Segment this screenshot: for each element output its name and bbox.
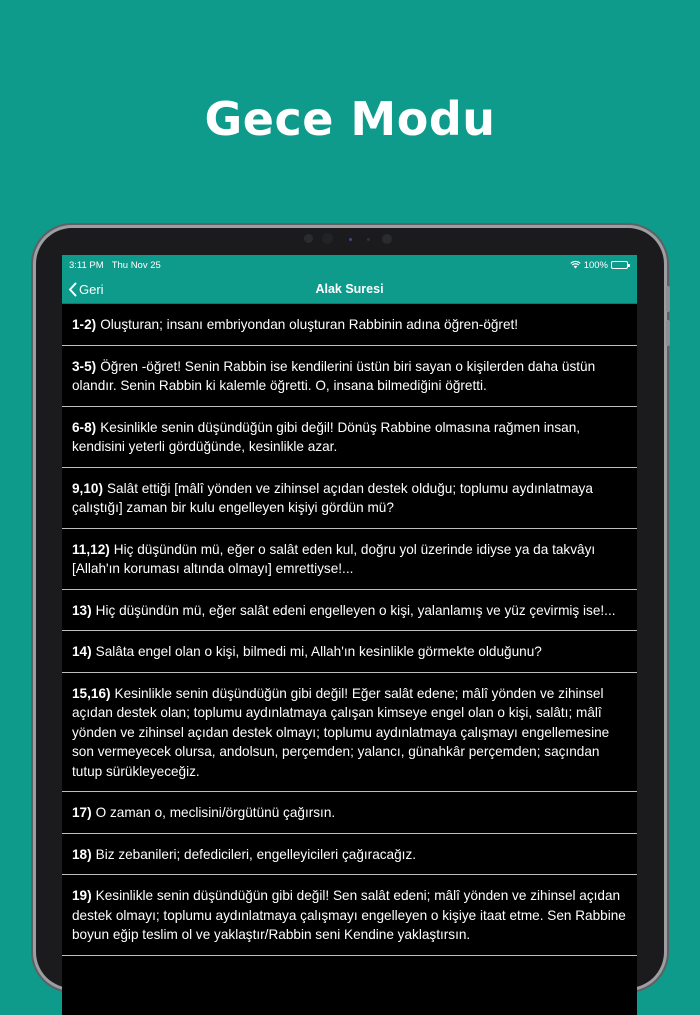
verse-list[interactable] [62, 304, 637, 956]
verse-text: Hiç düşündün mü, eğer salât edeni engelleyen o kişi, yalanlamış ve yüz çevirmiş ise!... [95, 602, 616, 618]
list-item[interactable] [62, 590, 637, 632]
verse-text: Kesinlikle senin düşündüğün gibi değil! Eğer salât edene; mâlî yönden ve zihinsel açıdan destek olan; toplumu aydınlatmaya çalışan kimseye engel olan o kişi, salâtı; mâlî yönden ve zihinsel açıdan destek olmayı; toplumu aydınlatmaya çalışmayı engellemesine son vermeyecek olursa, andolsun, perçemden; yalancı, günahkâr perçemden; saçından tutup sürükleyeceğiz. [72, 685, 610, 779]
battery-icon [611, 261, 628, 269]
page-title: Alak Suresi [315, 282, 384, 296]
verse-text: Biz zebanileri; defedicileri, engelleyicileri çağıracağız. [95, 846, 417, 862]
verse-number: 15,16) [72, 685, 111, 701]
verse-number: 18) [72, 846, 92, 862]
list-item[interactable] [62, 834, 637, 876]
wifi-icon [570, 261, 581, 269]
camera-dot-icon [382, 234, 392, 244]
camera-lens-icon [322, 233, 333, 244]
verse-text: Öğren -öğret! Senin Rabbin ise kendilerini üstün biri sayan o kişilerden daha üstün olandır. Senin Rabbin ki kalemle öğretti. O, insana bilmediğini öğretti. [72, 358, 596, 393]
verse-text: O zaman o, meclisini/örgütünü çağırsın. [95, 805, 336, 820]
list-item[interactable] [62, 875, 637, 956]
verse-number: 9,10) [72, 480, 103, 496]
list-item[interactable] [62, 304, 637, 346]
verse-text: Hiç düşündün mü, eğer o salât eden kul, doğru yol üzerinde idiyse ya da takvâyı [Allah'ın koruması altında olmayı] emrettiyse!... [72, 541, 596, 576]
back-button[interactable] [68, 275, 104, 303]
back-label: Geri [79, 281, 104, 297]
battery-percent: 100% [583, 259, 608, 271]
list-item[interactable] [62, 468, 637, 529]
verse-text: Oluşturan; insanı embriyondan oluşturan Rabbinin adına öğren-öğret! [100, 317, 519, 332]
verse-text: Kesinlikle senin düşündüğün gibi değil! Dönüş Rabbine olmasına rağmen insan, kendisini yeterli gördüğünde, kesinlikle azar. [72, 419, 581, 454]
verse-text: Salât ettiği [mâlî yönden ve zihinsel açıdan destek olduğu; toplumu aydınlatmaya çalıştığı] zaman bir kulu engelleyen kişiyi gördün mü? [72, 480, 593, 515]
status-date: Thu Nov 25 [111, 259, 161, 271]
volume-button [666, 286, 670, 312]
status-time: 3:11 PM [69, 259, 104, 271]
verse-number: 3-5) [72, 358, 97, 374]
list-item[interactable] [62, 346, 637, 407]
verse-number: 19) [72, 888, 92, 903]
camera-sensor-icon [349, 238, 352, 241]
verse-number: 6-8) [72, 419, 97, 435]
camera-sensor-icon [367, 238, 370, 241]
list-item[interactable] [62, 792, 637, 834]
verse-number: 11,12) [72, 541, 110, 557]
verse-number: 17) [72, 805, 92, 820]
verse-number: 13) [72, 602, 92, 618]
list-item[interactable] [62, 407, 637, 468]
status-bar [62, 255, 637, 275]
verse-text: Kesinlikle senin düşündüğün gibi değil! Sen salât edeni; mâlî yönden ve zihinsel açıdan destek olmayı; toplumu aydınlatmaya çalışmayı engelleyen o kişiye itaat etme. Sen Rabbine boyun eğip teslim ol ve yaklaştır/Rabbin seni Kendine yaklaştırsın. [72, 888, 626, 942]
navigation-bar [62, 275, 637, 304]
verse-text: Salâta engel olan o kişi, bilmedi mi, Allah'ın kesinlikle görmekte olduğunu? [95, 644, 542, 659]
list-item[interactable] [62, 529, 637, 590]
chevron-left-icon [68, 282, 77, 297]
headline: Gece Modu [204, 92, 496, 146]
list-item[interactable] [62, 673, 637, 793]
volume-button [666, 320, 670, 346]
verse-number: 1-2) [72, 317, 97, 332]
verse-number: 14) [72, 644, 92, 659]
app-screen [62, 255, 637, 1015]
tablet-frame [36, 228, 664, 988]
camera-dot-icon [304, 234, 313, 243]
list-item[interactable] [62, 631, 637, 673]
